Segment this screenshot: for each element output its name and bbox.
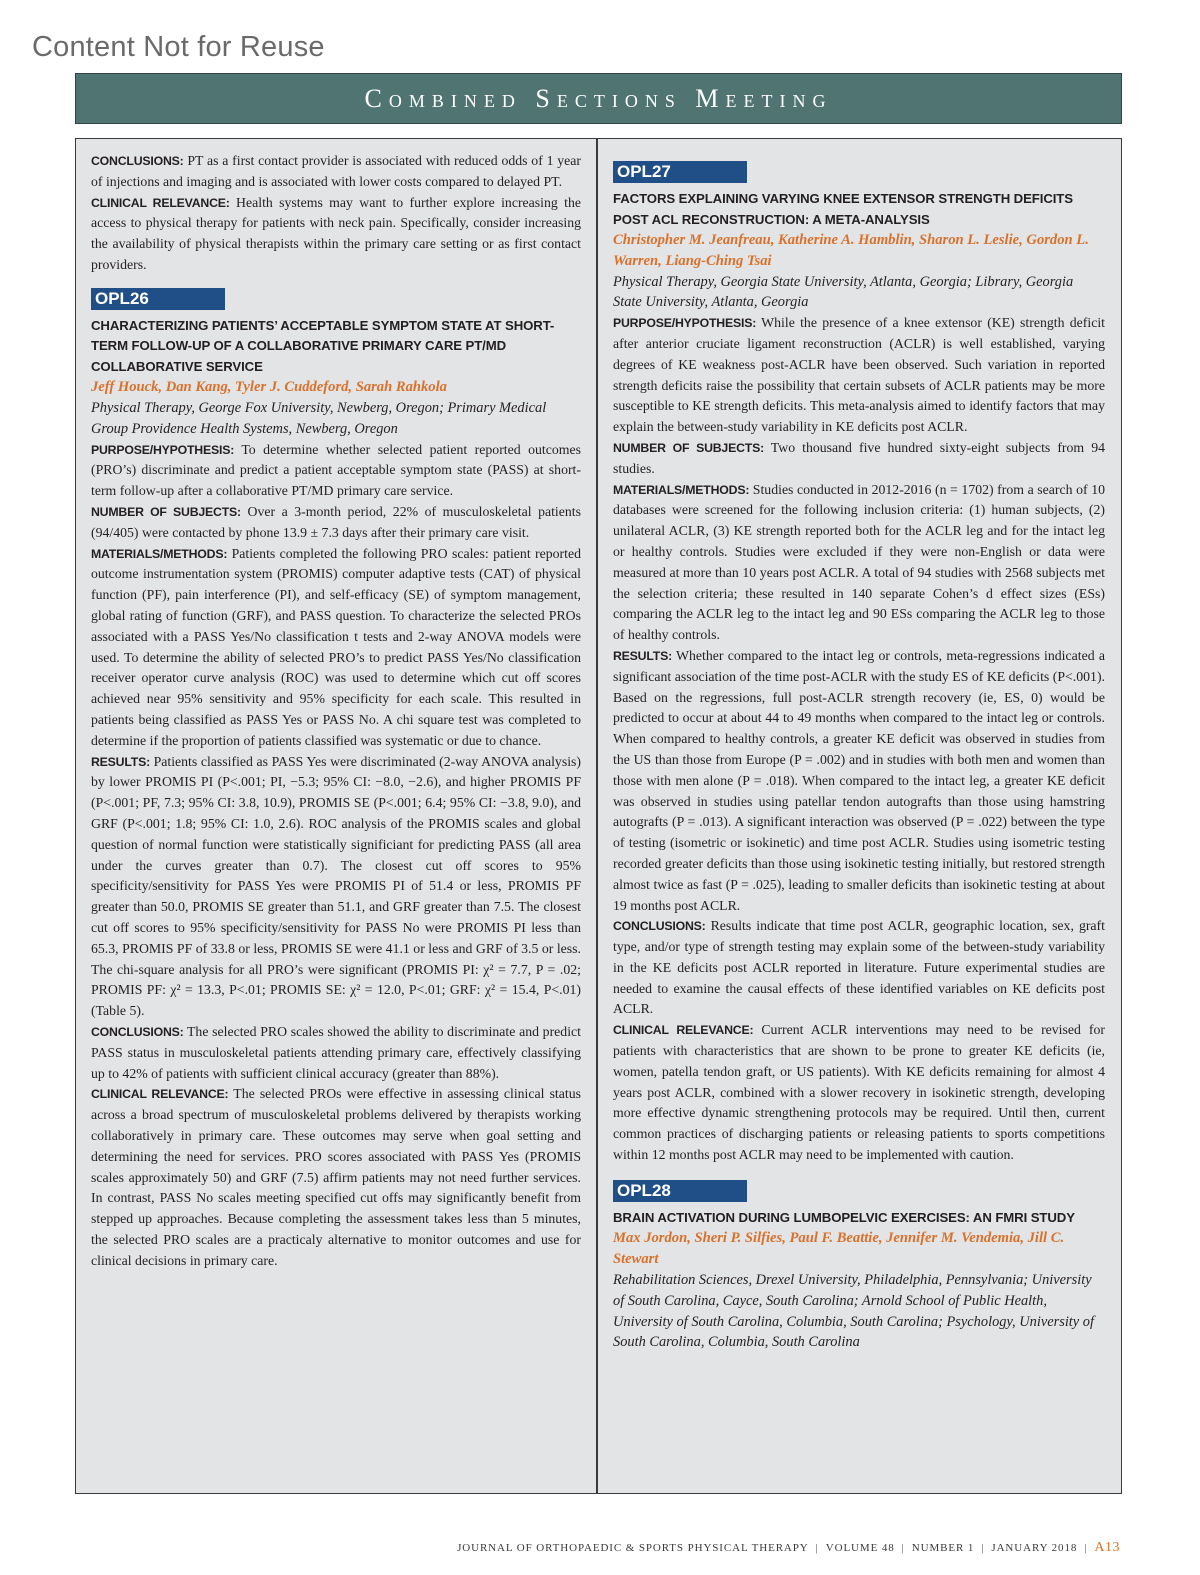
banner-title: Combined Sections Meeting (364, 83, 833, 113)
left-column (91, 151, 581, 1272)
prev-conclusions: CONCLUSIONS: PT as a first contact provider is associated with reduced odds of 1 year of injections and imaging and is associated with lower costs compared to delayed PT. (91, 153, 581, 189)
conclusions-paragraph: CONCLUSIONS: Results indicate that time post ACLR, geographic location, sex, graft type, and/or type of strength testing may explain some of the between-study variability in the KE deficits post ACLR reported in literature. Future experimental studies are needed to examine the causal effects of these identified variables on KE deficits post ACLR. (613, 918, 1105, 1017)
abstract-opl26 (91, 288, 581, 1272)
watermark: Content Not for Reuse (32, 31, 325, 63)
abstract-tag: OPL26 (91, 288, 225, 310)
abstract-title: CHARACTERIZING PATIENTS’ ACCEPTABLE SYMPTOM STATE AT SHORT-TERM FOLLOW-UP OF A COLLABORATIVE PRIMARY CARE PT/MD COLLABORATIVE SERVICE (91, 317, 555, 374)
methods-paragraph: MATERIALS/METHODS: Patients completed the following PRO scales: patient reported outcome instrumentation system (PROMIS) computer adaptive tests (CAT) of physical function (PF), pain interference (PI), and self-efficacy (SE) of symptom management, global rating of function (GRF), and PASS question. To characterize the selected PROs associated with a PASS Yes/No classification t tests and 2-way ANOVA models were used. To determine the ability of selected PRO’s to predict PASS Yes/No classification receiver operator curve analysis (ROC) was used to determine which cut off scores achieved near 95% sensitivity and 95% specificity for each scale. This resulted in patients being classified as PASS Yes or PASS No. A chi square test was completed to determine if the proportion of patients classified was systematic or due to chance. (91, 545, 581, 748)
section-banner (75, 73, 1122, 124)
relevance-paragraph: CLINICAL RELEVANCE: Current ACLR interventions may need to be revised for patients with characteristics that are shown to be prone to greater KE deficits (ie, women, patella tendon graft, or US patients). With KE deficits remaining for almost 4 years post ACLR, combined with a slower recovery in isokinetic strength, developing more effective dynamic strengthening protocols may be required. Until then, current common practices of discharging patients or releasing patients to sports competitions within 12 months post ACLR may need to be implemented with caution. (613, 1022, 1105, 1163)
abstract-affiliation: Rehabilitation Sciences, Drexel University, Philadelphia, Pennsylvania; University of South Carolina, Cayce, South Carolina; Arnold School of Public Health, University of South Carolina, Columbia, South Carolina; Psychology, University of South Carolina, Columbia, South Carolina (613, 1271, 1094, 1351)
abstract-title: BRAIN ACTIVATION DURING LUMBOPELVIC EXERCISES: AN FMRI STUDY (613, 1209, 1075, 1225)
page-footer: JOURNAL OF ORTHOPAEDIC & SPORTS PHYSICAL THERAPY | VOLUME 48 | NUMBER 1 | JANUARY 2018 | A13 (457, 1540, 1120, 1555)
journal-name: JOURNAL OF ORTHOPAEDIC & SPORTS PHYSICAL THERAPY (457, 1542, 809, 1554)
abstract-affiliation: Physical Therapy, George Fox University, Newberg, Oregon; Primary Medical Group Providence Health Systems, Newberg, Oregon (91, 400, 547, 437)
results-paragraph: RESULTS: Whether compared to the intact leg or controls, meta-regressions indicated a significant association of the time post-ACLR with the study ES of KE deficits (P<.001). Based on the regressions, full post-ACLR strength recovery (ie, ES, 0) would be predicted to occur at about 44 to 49 months when compared to the intact leg or controls. When compared to healthy controls, a greater KE deficit was observed in studies from the US than those from Europe (P = .002) and in studies with both men and women than those with men alone (P = .018). When compared to the intact leg, a greater KE deficit was observed in studies using patellar tendon autografts than those using hamstring autografts (P = .013). A significant interaction was observed (P = .022) between the type of testing (isometric or isokinetic) and time post ACLR. Studies using isometric testing recorded greater deficits than those using isokinetic testing initially, but restored strength almost twice as fast (P = .025), leading to smaller deficits than isokinetic testing at about 19 months post ACLR. (613, 647, 1105, 913)
prev-relevance: CLINICAL RELEVANCE: Health systems may want to further explore increasing the access to physical therapy for patients with neck pain. Specifically, consider increasing the availability of physical therapists within the primary care setting or as first contact providers. (91, 194, 581, 272)
abstract-opl27 (613, 161, 1105, 1166)
abstract-authors: Christopher M. Jeanfreau, Katherine A. Hamblin, Sharon L. Leslie, Gordon L. Warren, Liang-Ching Tsai (613, 232, 1089, 269)
abstract-affiliation: Physical Therapy, Georgia State University, Atlanta, Georgia; Library, Georgia State University, Atlanta, Georgia (613, 273, 1074, 311)
purpose-paragraph: PURPOSE/HYPOTHESIS: To determine whether selected patient reported outcomes (PRO’s) discriminate and predict a patient acceptable symptom state (PASS) at short-term follow-up after a collaborative PT/MD primary care service. (91, 441, 581, 499)
subjects-paragraph: NUMBER OF SUBJECTS: Two thousand five hundred sixty-eight subjects from 94 studies. (613, 439, 1105, 476)
methods-paragraph: MATERIALS/METHODS: Studies conducted in 2012-2016 (n = 1702) from a search of 10 databases were screened for the following inclusion criteria: (1) human subjects, (2) unilateral ACLR, (3) KE strength reported both for the ACLR leg and for the intact leg or healthy controls. Studies were excluded if they were non-English or data were measured at more than 10 years post ACLR. A total of 94 studies with 2568 subjects met the selection criteria; these resulted in 140 separate Cohen’s d effect sizes (ESs) comparing the ACLR leg to the intact leg and 90 ESs comparing the ACLR leg to those of healthy controls. (613, 481, 1105, 643)
relevance-paragraph: CLINICAL RELEVANCE: The selected PROs were effective in assessing clinical status across a broad spectrum of musculoskeletal problems delivered by therapists working collaboratively in primary care. These outcomes may serve when goal setting and determining the need for services. PRO scores associated with PASS Yes (PROMIS scales approximately 50) and GRF (7.5) affirm patients may not need further services. In contrast, PASS No scales meeting specified cut offs may significantly benefit from stepped up approaches. Because completing the assessment takes less than 5 minutes, the selected PRO scales are a practicaly alternative to monitor outcomes and use for clinical decisions in primary care. (91, 1086, 581, 1268)
abstract-authors: Max Jordon, Sheri P. Silfies, Paul F. Beattie, Jennifer M. Vendemia, Jill C. Stewart (613, 1230, 1065, 1268)
journal-volume: VOLUME 48 (825, 1542, 895, 1554)
abstract-title: FACTORS EXPLAINING VARYING KNEE EXTENSOR STRENGTH DEFICITS POST ACL RECONSTRUCTION: A META-ANALYSIS (613, 191, 1073, 227)
abstract-opl28 (613, 1180, 1105, 1353)
journal-date: JANUARY 2018 (991, 1542, 1078, 1554)
results-paragraph: RESULTS: Patients classified as PASS Yes were discriminated (2-way ANOVA analysis) by lower PROMIS PI (P<.001; PI, −5.3; 95% CI: −8.0, −2.6), and higher PROMIS PF (P<.001; PF, 7.3; 95% CI: 3.8, 10.9), PROMIS SE (P<.001; 6.4; 95% CI: −3.8, 9.0), and GRF (P<.001; 1.8; 95% CI: 1.0, 2.6). ROC analysis of the PROMIS scales and global question of normal function were statistically significiant for predicting PASS (all area under the curves greater than 0.7). The closest cut off scores to 95% specificity/sensitivity for PASS Yes were PROMIS PI of 51.4 or less, PROMIS PF greater than 50.0, PROMIS SE greater than 51.1, and GRF greater than 7.5. The closest cut off scores to 95% specificity/sensitivity for PASS No were PROMIS PI less than 65.3, PROMIS PF of 33.8 or less, PROMIS SE were 41.1 or less and GRF of 3.5 or less. The chi-square analysis for all PRO’s were significant (PROMIS PI: χ² = 7.7, P = .02; PROMIS PF: χ² = 13.3, P<.01; PROMIS SE: χ² = 12.0, P<.01; GRF: χ² = 15.4, P<.01) (Table 5). (91, 753, 581, 1019)
subjects-paragraph: NUMBER OF SUBJECTS: Over a 3-month period, 22% of musculoskeletal patients (94/405) were contacted by phone 13.9 ± 7.3 days after their primary care visit. (91, 504, 581, 540)
page-number: A13 (1094, 1540, 1120, 1555)
journal-number: NUMBER 1 (911, 1542, 975, 1554)
abstract-tag: OPL27 (613, 161, 747, 183)
purpose-paragraph: PURPOSE/HYPOTHESIS: While the presence of a knee extensor (KE) strength deficit after anterior cruciate ligament reconstruction (ACLR) is well established, varying degrees of KE weakness post-ACLR have been observed. Such variation in reported strength deficits raise the possibility that certain subsets of ACLR patients may be more susceptible to KE strength deficits. This meta-analysis aimed to identify factors that may explain the between-study variability in KE deficits post ACLR. (613, 315, 1105, 435)
abstract-authors: Jeff Houck, Dan Kang, Tyler J. Cuddeford, Sarah Rahkola (91, 379, 447, 396)
column-divider (596, 138, 598, 1493)
abstract-tag: OPL28 (613, 1180, 747, 1202)
right-column (613, 161, 1105, 1353)
conclusions-paragraph: CONCLUSIONS: The selected PRO scales showed the ability to discriminate and predict PASS status in musculoskeletal patients attending primary care, effectively classifying up to 42% of patients with sufficient clinical accuracy (greater than 88%). (91, 1023, 581, 1081)
